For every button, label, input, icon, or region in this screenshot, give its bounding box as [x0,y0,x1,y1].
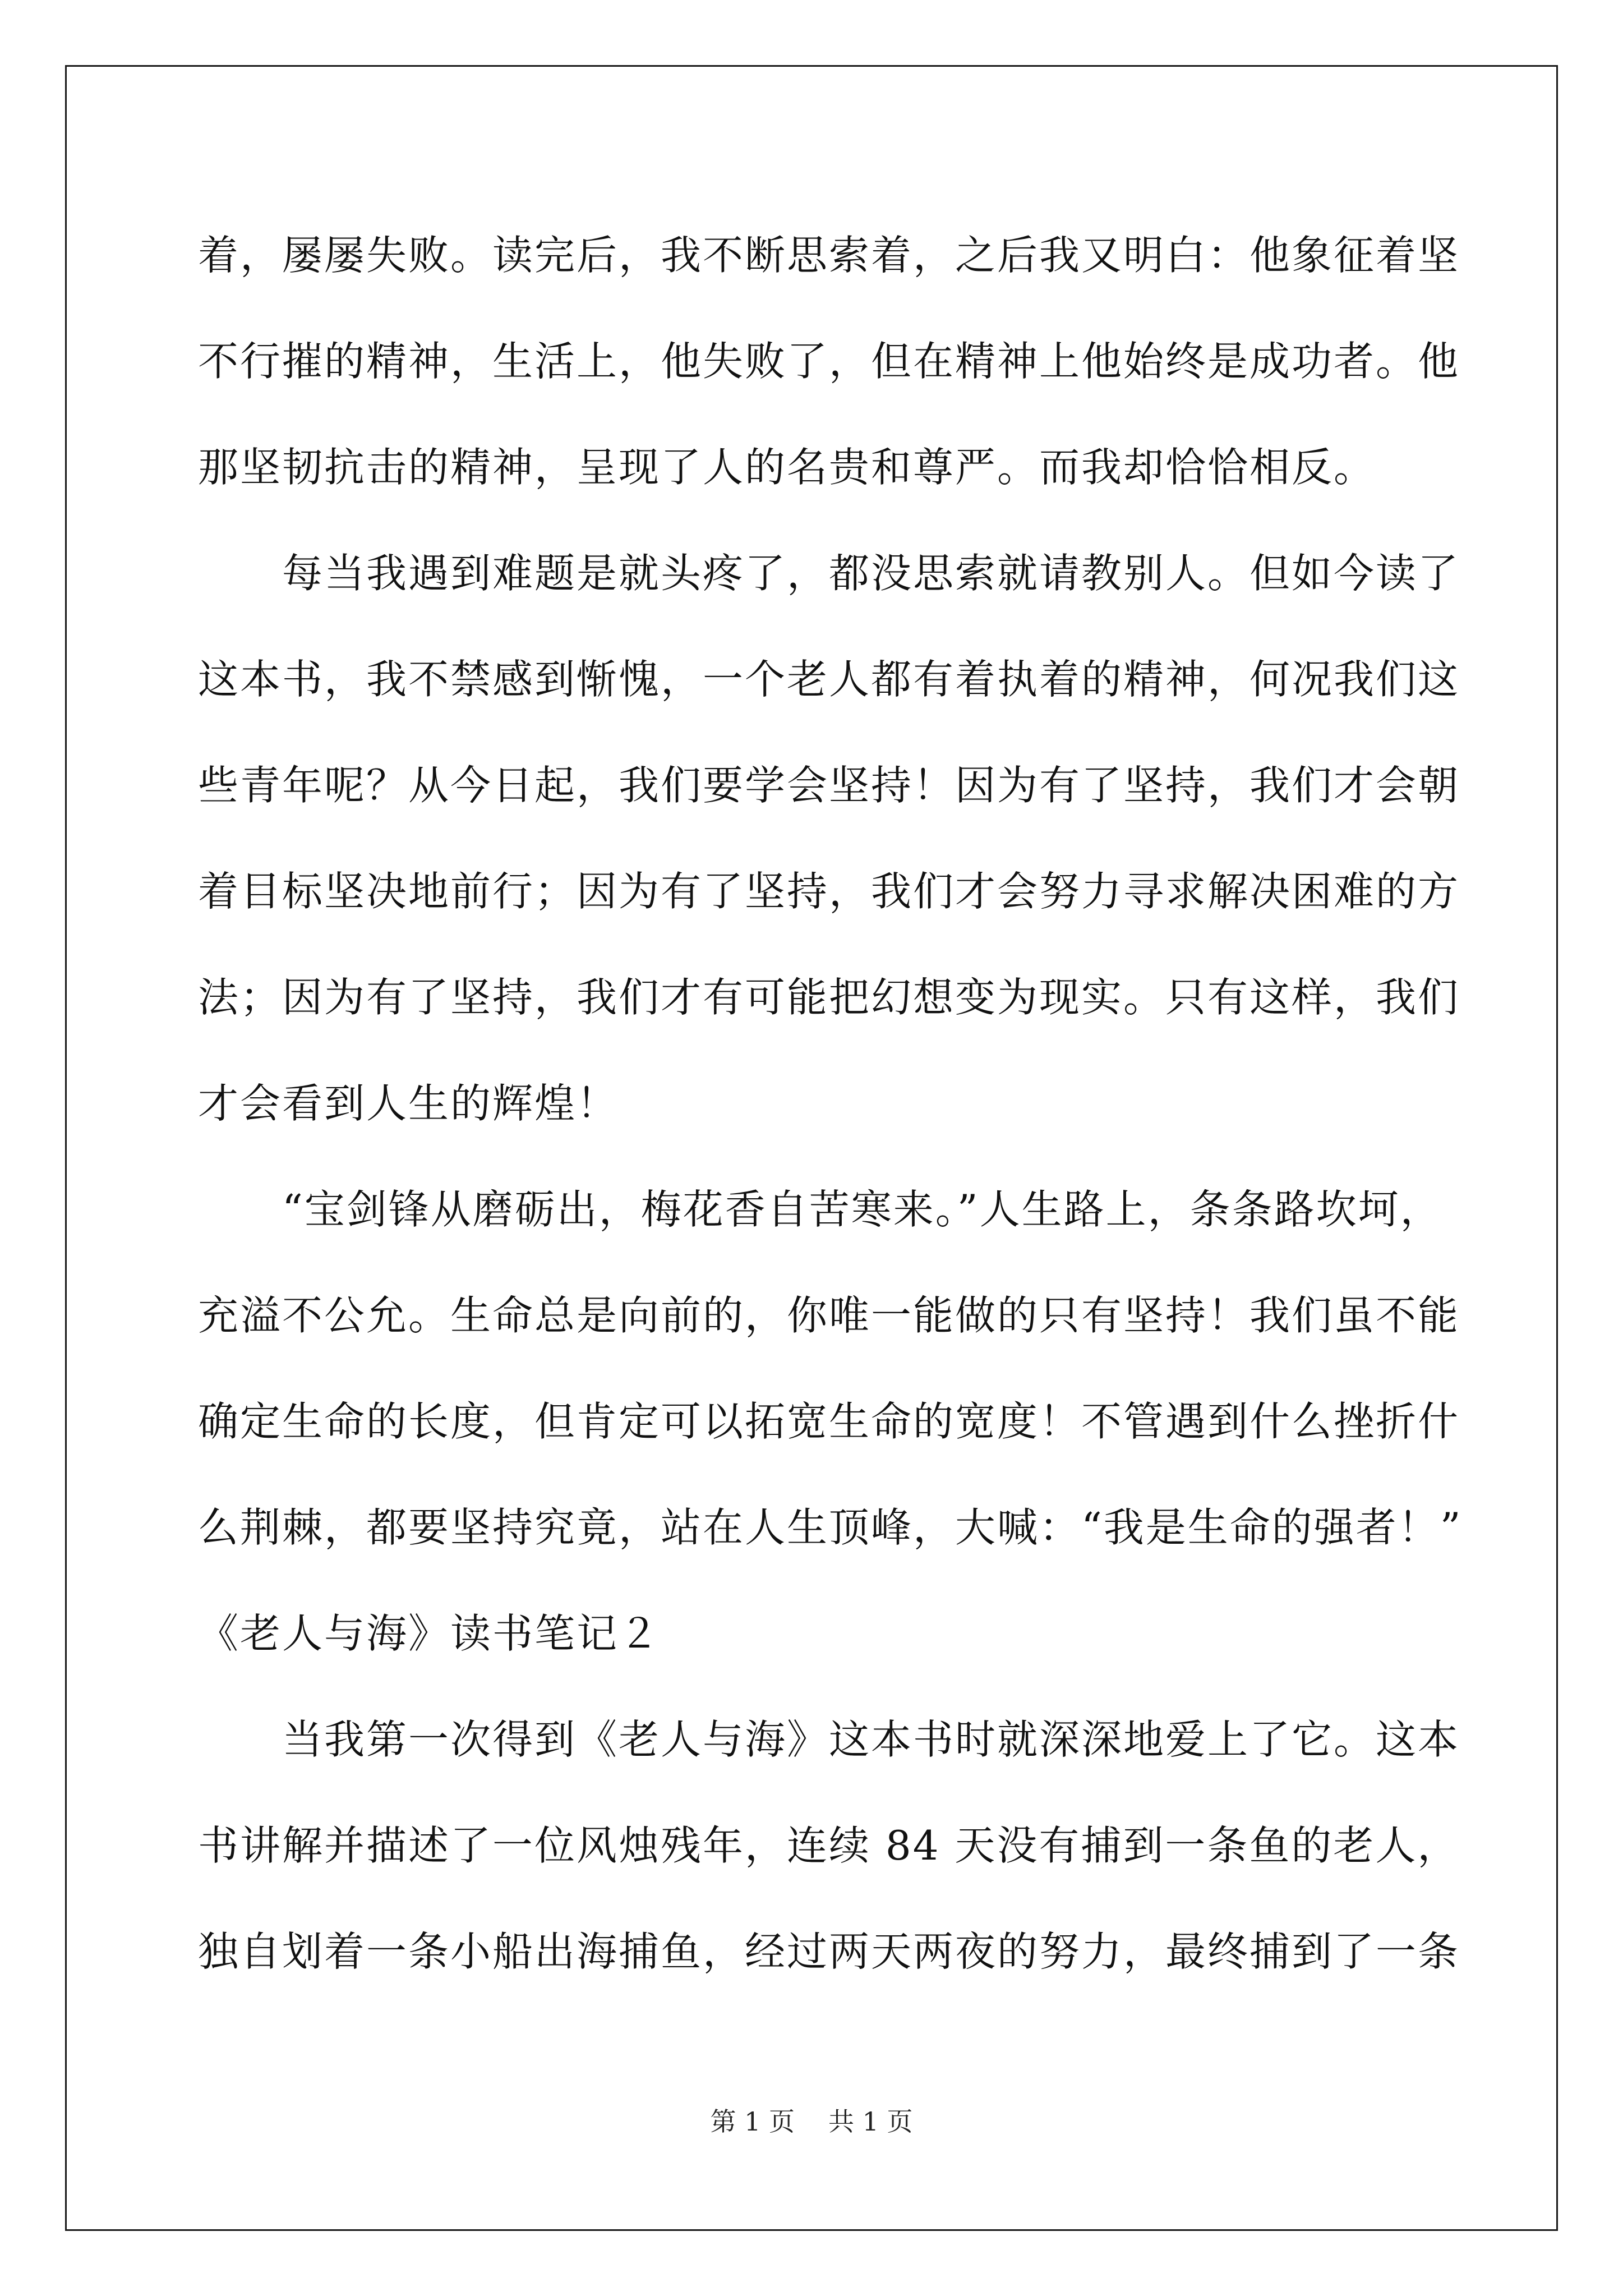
text-line: 当我第一次得到《老人与海》这本书时就深深地爱上了它。这本 [198,1716,1460,1763]
text-line: 着目标坚决地前行；因为有了坚持，我们才会努力寻求解决困难的方 [198,868,1460,915]
document-body [198,213,1463,2016]
text-line: 每当我遇到难题是就头疼了，都没思索就请教别人。但如今读了 [198,550,1460,597]
page-total: 共 1 页 [828,2106,913,2137]
section-heading: 《老人与海》读书笔记２ [198,1610,661,1657]
text-line: 这本书，我不禁感到惭愧，一个老人都有着执着的精神，何况我们这 [198,656,1460,703]
text-line: 那坚韧抗击的精神，呈现了人的名贵和尊严。而我却恰恰相反。 [198,444,1376,491]
text-line: 不行摧的精神，生活上，他失败了，但在精神上他始终是成功者。他 [198,338,1460,385]
text-line: 充溢不公允。生命总是向前的，你唯一能做的只有坚持！我们虽不能 [198,1292,1460,1339]
text-line: 些青年呢？从今日起，我们要学会坚持！因为有了坚持，我们才会朝 [198,762,1460,809]
text-line: 书讲解并描述了一位风烛残年，连续 84 天没有捕到一条鱼的老人， [198,1822,1460,1869]
text-line: 才会看到人生的辉煌！ [198,1080,619,1127]
text-line: 确定生命的长度，但肯定可以拓宽生命的宽度！不管遇到什么挫折什 [198,1398,1460,1445]
text-line: “宝剑锋从磨砺出，梅花香自苦寒来。”人生路上，条条路坎坷， [198,1186,1442,1233]
page-number: 第 1 页 [710,2106,795,2137]
text-line: 着，屡屡失败。读完后，我不断思索着，之后我又明白：他象征着坚 [198,232,1460,279]
text-line: 么荆棘，都要坚持究竟，站在人生顶峰，大喊：“我是生命的强者！” [198,1504,1463,1551]
page-footer [0,2105,1623,2138]
text-line: 法；因为有了坚持，我们才有可能把幻想变为现实。只有这样，我们 [198,974,1460,1021]
text-line: 独自划着一条小船出海捕鱼，经过两天两夜的努力，最终捕到了一条 [198,1928,1460,1975]
